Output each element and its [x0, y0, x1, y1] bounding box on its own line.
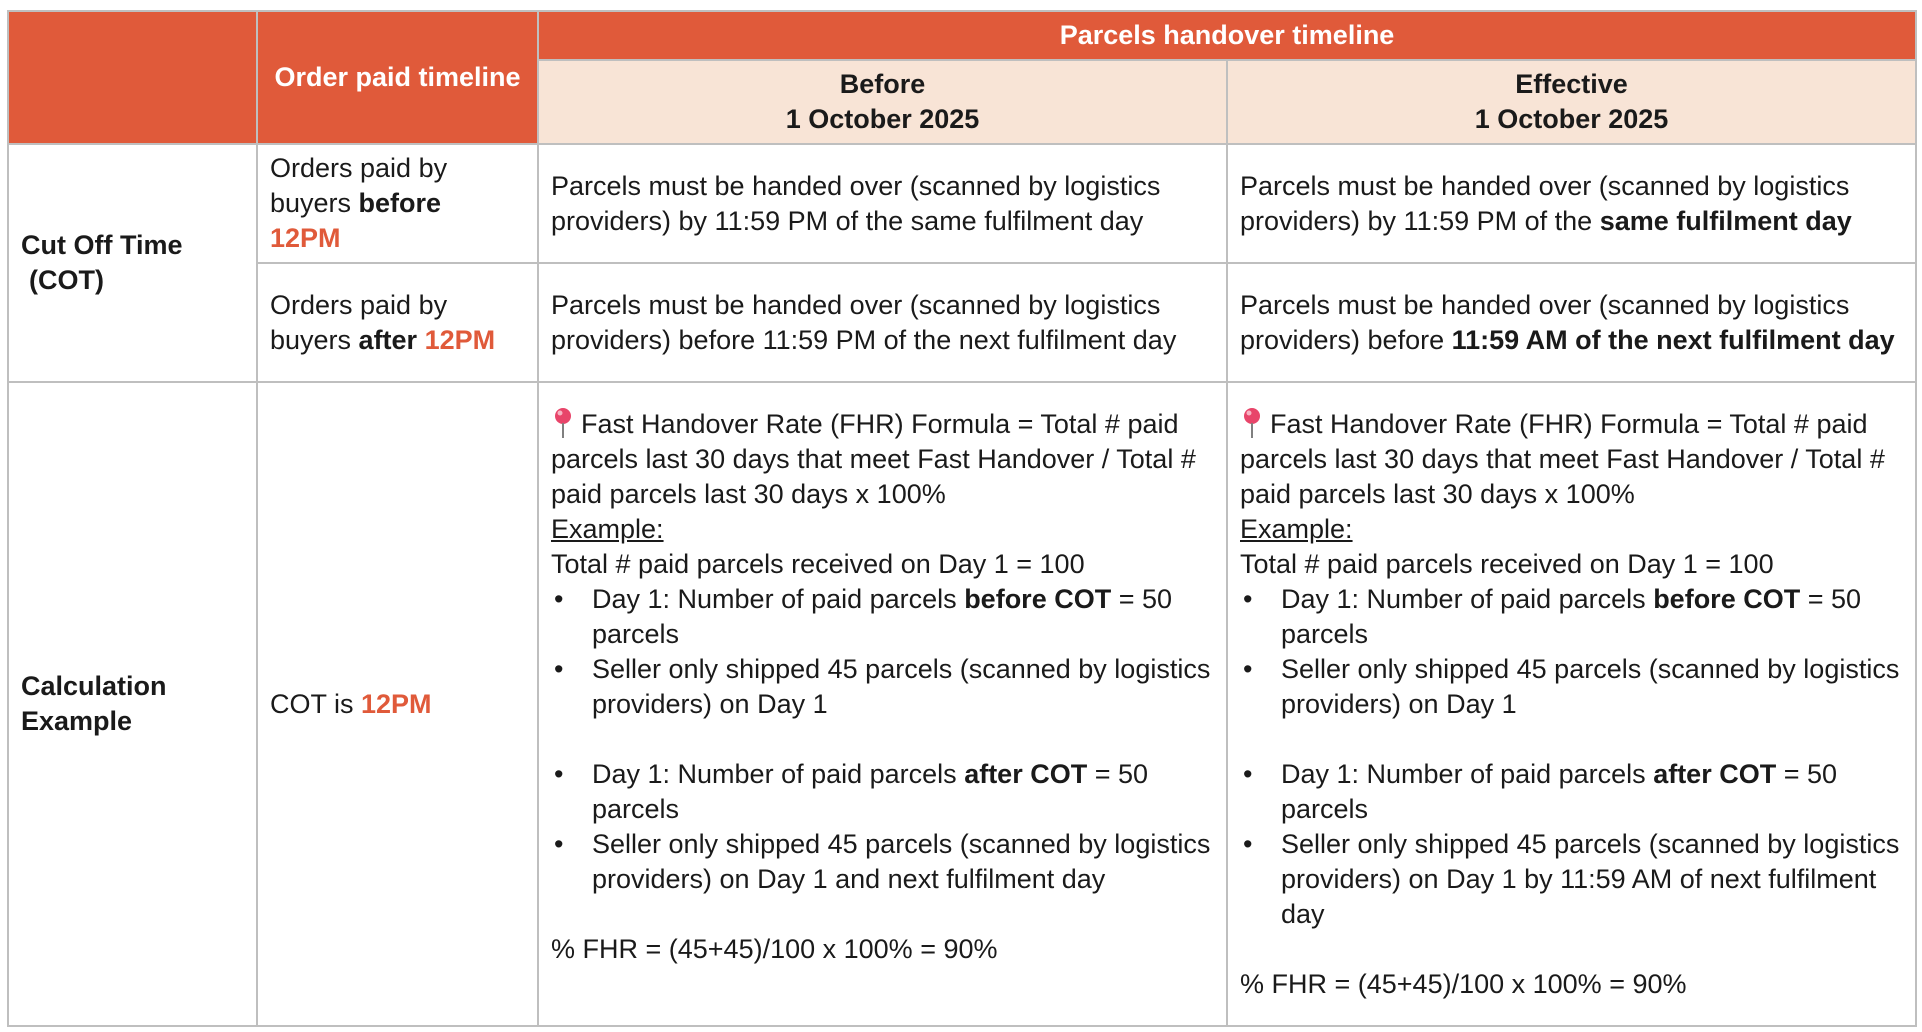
header-parcels-handover-timeline: Parcels handover timeline: [538, 11, 1916, 60]
calc-effective-b3-pre: Day 1: Number of paid parcels: [1281, 759, 1654, 789]
cot-row2-order-text: Orders paid by buyers: [270, 289, 448, 355]
cot-label-line2: (COT): [29, 265, 104, 295]
calc-before-b1-pre: Day 1: Number of paid parcels: [592, 584, 965, 614]
cot-row1-order-text: Orders paid by buyers: [270, 153, 448, 218]
calc-before-formula-text: Fast Handover Rate (FHR) Formula = Total # paid parcels last 30 days that meet Fast Handover / Total # paid parcels last 30 days x 100%: [551, 409, 1196, 509]
cot-row2-effective-cell: [1227, 263, 1916, 382]
calc-before-bullet-1: [592, 582, 1214, 652]
cot-row1-effective-text: Parcels must be handed over (scanned by logistics providers) by 11:59 PM of the: [1240, 170, 1850, 236]
calc-before-cell: [538, 382, 1227, 1026]
cot-row1-effective-cell: [1227, 144, 1916, 263]
calc-effective-bullet-4: [1281, 827, 1903, 932]
calc-before-example-label: Example:: [551, 514, 664, 544]
calc-effective-b4: Seller only shipped 45 parcels (scanned by logistics providers) on Day 1 by 11:59 AM of next fulfilment day: [1281, 829, 1900, 929]
calc-before-b4: Seller only shipped 45 parcels (scanned by logistics providers) on Day 1 and next fulfilment day: [592, 829, 1211, 894]
cot-row2-order-time: 12PM: [424, 324, 496, 355]
header-corner-cell: [8, 11, 257, 144]
calc-effective-result: % FHR = (45+45)/100 x 100% = 90%: [1240, 969, 1687, 999]
calc-effective-bullet-list: [1240, 582, 1903, 722]
cot-row-label: [8, 144, 257, 382]
cot-row1-before-text: Parcels must be handed over (scanned by logistics providers) by 11:59 PM of the same fulfilment day: [551, 170, 1161, 236]
calc-label-line2: Example: [21, 706, 133, 736]
cot-row1-effective-bold: same fulfilment day: [1599, 205, 1852, 236]
calc-effective-cell: [1227, 382, 1916, 1026]
calc-effective-example-label: Example:: [1240, 514, 1353, 544]
cot-row2-order-bold: after: [358, 324, 418, 355]
calc-before-b3-post: = 50 parcels: [592, 759, 1149, 824]
calc-before-b1-bold: before COT: [964, 584, 1112, 614]
calc-effective-formula: [1240, 407, 1903, 512]
calc-effective-b1-bold: before COT: [1653, 584, 1801, 614]
calc-effective-formula-text: Fast Handover Rate (FHR) Formula = Total # paid parcels last 30 days that meet Fast Handover / Total # paid parcels last 30 days x 100%: [1240, 409, 1885, 509]
calc-effective-bullet-3: [1281, 757, 1903, 827]
cot-row2-before-text: Parcels must be handed over (scanned by logistics providers) before 11:59 PM of the next fulfilment day: [551, 289, 1177, 355]
handover-timeline-table: [7, 10, 1917, 1027]
calc-row-label: [8, 382, 257, 1026]
calc-effective-b1-pre: Day 1: Number of paid parcels: [1281, 584, 1654, 614]
cot-row2-effective-bold: 11:59 AM of the next fulfilment day: [1451, 324, 1895, 355]
calc-before-b3-bold: after COT: [964, 759, 1088, 789]
calc-before-total-line: Total # paid parcels received on Day 1 = 100: [551, 549, 1085, 579]
calc-before-b2: Seller only shipped 45 parcels (scanned by logistics providers) on Day 1: [592, 654, 1211, 719]
calc-effective-b3-bold: after COT: [1653, 759, 1777, 789]
header-effective-line1: Effective: [1515, 69, 1628, 99]
calc-effective-bullet-2: [1281, 652, 1903, 722]
header-effective-line2: 1 October 2025: [1474, 104, 1669, 134]
header-effective: [1227, 60, 1916, 144]
calc-before-bullet-2: [592, 652, 1214, 722]
calc-effective-b2: Seller only shipped 45 parcels (scanned by logistics providers) on Day 1: [1281, 654, 1900, 719]
calc-before-formula: [551, 407, 1214, 512]
cot-label-line1: Cut Off Time: [21, 230, 183, 260]
cot-row2-before-cell: [538, 263, 1227, 382]
calc-effective-total-line: Total # paid parcels received on Day 1 = 100: [1240, 549, 1774, 579]
calc-before-bullet-list-2: [551, 757, 1214, 897]
cot-row1-order-bold: before: [358, 188, 442, 218]
calc-effective-b1-post: = 50 parcels: [1281, 584, 1862, 649]
calc-effective-b3-post: = 50 parcels: [1281, 759, 1838, 824]
calc-cot-text: COT is: [270, 688, 362, 719]
pushpin-icon: [1240, 407, 1264, 439]
cot-row1-order-cell: [257, 144, 538, 263]
header-before-line2: 1 October 2025: [785, 104, 980, 134]
calc-cot-cell: [257, 382, 538, 1026]
pushpin-icon: [551, 407, 575, 439]
calc-before-bullet-4: [592, 827, 1214, 897]
calc-cot-time: 12PM: [361, 688, 432, 719]
calc-before-bullet-3: [592, 757, 1214, 827]
cot-row2-order-cell: [257, 263, 538, 382]
calc-before-b3-pre: Day 1: Number of paid parcels: [592, 759, 965, 789]
header-order-paid-timeline: Order paid timeline: [257, 11, 538, 144]
calc-before-b1-post: = 50 parcels: [592, 584, 1173, 649]
calc-label-line1: Calculation: [21, 671, 167, 701]
cot-row2-effective-text: Parcels must be handed over (scanned by logistics providers) before: [1240, 289, 1850, 355]
header-before: [538, 60, 1227, 144]
calc-before-bullet-list: [551, 582, 1214, 722]
cot-row1-order-time: 12PM: [270, 223, 341, 253]
header-before-line1: Before: [839, 69, 926, 99]
calc-before-result: % FHR = (45+45)/100 x 100% = 90%: [551, 934, 998, 964]
calc-effective-bullet-list-2: [1240, 757, 1903, 932]
cot-row1-before-cell: [538, 144, 1227, 263]
calc-effective-bullet-1: [1281, 582, 1903, 652]
